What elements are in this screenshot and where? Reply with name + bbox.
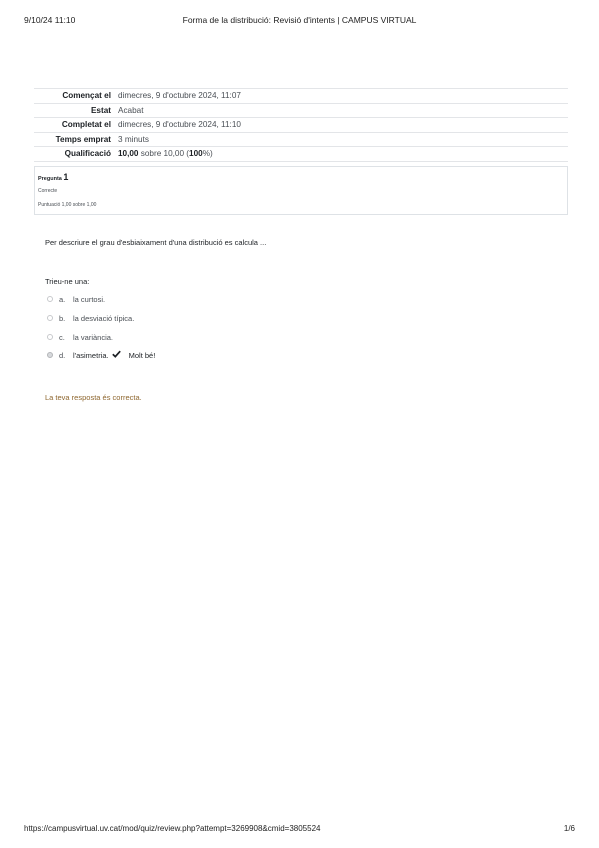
summary-row — [34, 89, 568, 104]
question-number-value: 1 — [63, 172, 69, 182]
summary-row — [34, 118, 568, 133]
answer-option-c[interactable] — [47, 332, 113, 342]
option-letter: a. — [59, 294, 66, 304]
question-prefix: Pregunta — [38, 176, 62, 182]
answer-option-b[interactable] — [47, 313, 134, 323]
grade-value — [118, 147, 568, 162]
option-label: l'asimetria. — [73, 350, 109, 360]
summary-value: dimecres, 9 d'octubre 2024, 11:07 — [118, 89, 568, 104]
radio-button[interactable] — [47, 315, 53, 321]
question-text: Per descriure el grau d'esbiaixament d'una distribució es calcula ... — [45, 238, 267, 247]
summary-row — [34, 132, 568, 147]
print-date: 9/10/24 11:10 — [24, 15, 76, 25]
summary-value: dimecres, 9 d'octubre 2024, 11:10 — [118, 118, 568, 133]
option-letter: d. — [59, 350, 66, 360]
question-number — [38, 172, 68, 182]
grade-score: 10,00 — [118, 149, 139, 159]
option-feedback: Molt bé! — [128, 350, 156, 360]
attempt-summary-table — [34, 88, 568, 162]
summary-label: Temps emprat — [34, 132, 118, 147]
print-url: https://campusvirtual.uv.cat/mod/quiz/review.php?attempt=3269908&cmid=3805524 — [24, 824, 321, 833]
option-label: la curtosi. — [73, 294, 106, 304]
summary-label: Començat el — [34, 89, 118, 104]
summary-row — [34, 103, 568, 118]
answer-option-d[interactable] — [47, 350, 155, 360]
summary-value: Acabat — [118, 103, 568, 118]
question-info-box — [34, 166, 568, 215]
radio-button[interactable] — [47, 296, 53, 302]
summary-label: Completat el — [34, 118, 118, 133]
option-label: la variància. — [73, 332, 114, 342]
answer-option-a[interactable] — [47, 294, 105, 304]
summary-value: 3 minuts — [118, 132, 568, 147]
option-letter: b. — [59, 313, 66, 323]
answer-prompt: Trieu-ne una: — [45, 277, 90, 286]
radio-button-selected[interactable] — [47, 352, 53, 358]
outcome-feedback: La teva resposta és correcta. — [45, 393, 142, 402]
grade-mid: sobre 10,00 ( — [138, 149, 190, 159]
option-letter: c. — [59, 332, 65, 342]
summary-label: Qualificació — [34, 147, 118, 162]
summary-row — [34, 147, 568, 162]
radio-button[interactable] — [47, 334, 53, 340]
option-label: la desviació típica. — [73, 313, 135, 323]
print-title: Forma de la distribució: Revisió d'intents | CAMPUS VIRTUAL — [182, 15, 417, 25]
grade-percent: 100 — [189, 149, 203, 159]
print-page-number: 1/6 — [563, 824, 575, 833]
summary-label: Estat — [34, 103, 118, 118]
question-state: Correcte — [38, 188, 58, 194]
question-grade: Puntuació 1,00 sobre 1,00 — [38, 202, 97, 208]
grade-end: %) — [202, 149, 213, 159]
checkmark-icon — [112, 350, 121, 360]
